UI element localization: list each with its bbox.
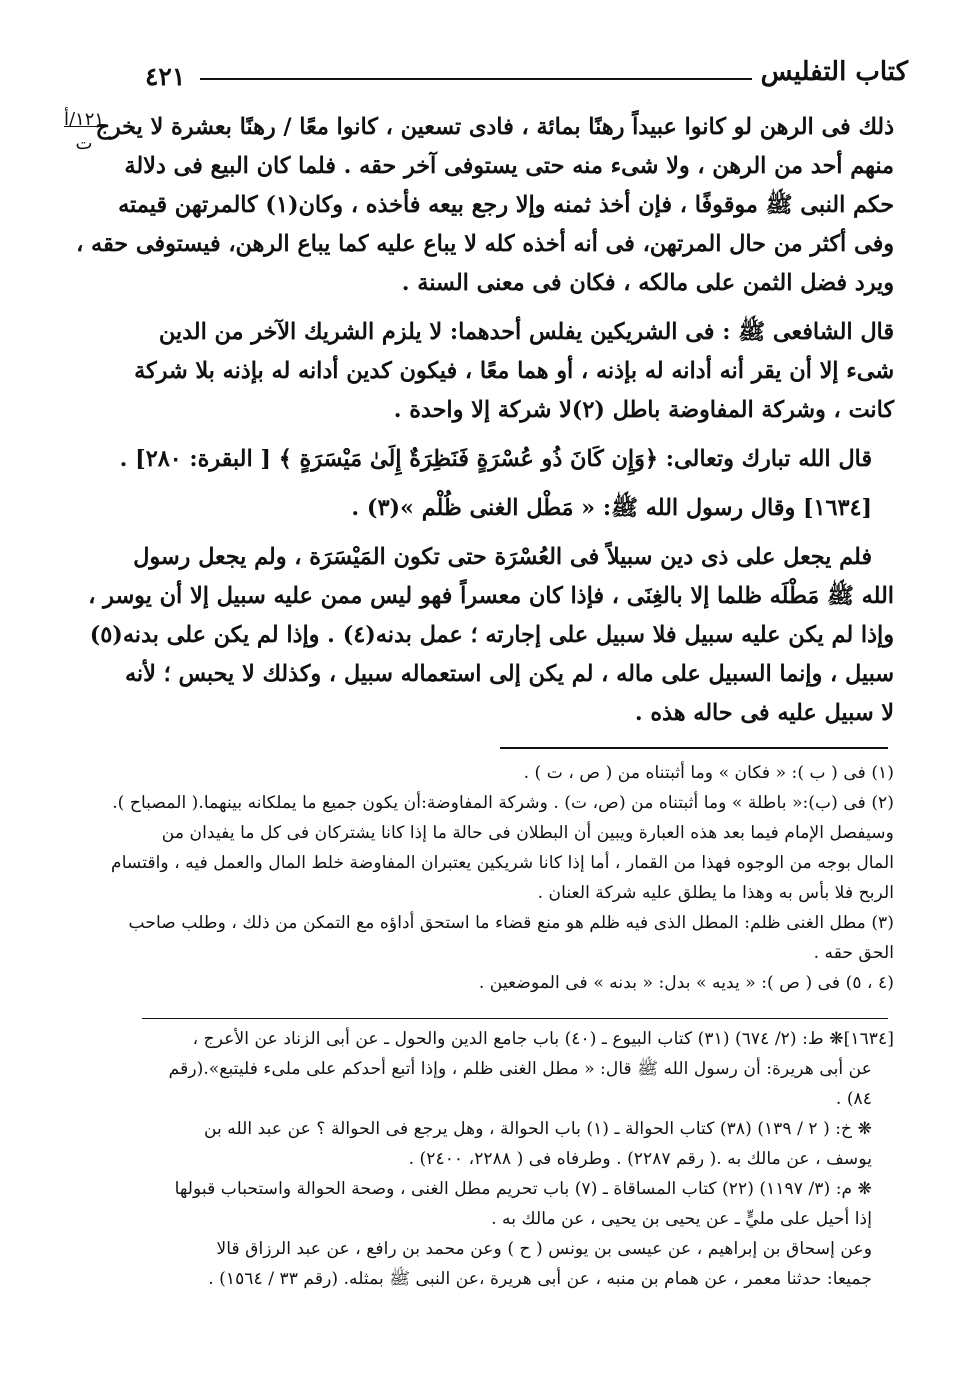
text-line <box>142 313 894 352</box>
text-fragment: : فى الشريكين يفلس أحدهما: لا يلزم الشريك الآخر من الدين <box>158 319 739 345</box>
takhrij-line: ❋ خ: ( ٢ / ١٣٩) (٣٨) كتاب الحوالة ـ (١) باب الحوالة ، وهل يرجع فى الحوالة ؟ عن عبد الله بن <box>203 1119 872 1139</box>
folio-number: ١٢١/أ <box>63 109 105 130</box>
takhrij-line: وعن إسحاق بن إبراهيم ، عن عيسى بن يونس ( ح ) وعن محمد بن رافع ، عن عبد الرزاق قالا <box>216 1239 872 1259</box>
text-line: سبيل ، وإنما السبيل على ماله ، لم يكن إلى استعماله سبيل ، وكذلك لا يحبس ؛ لأنه <box>124 661 894 687</box>
running-title: كتاب التفليس <box>760 57 908 87</box>
text-line: وإذا لم يكن عليه سبيل فلا سبيل على إجارته ؛ عمل بدنه(٤) . وإذا لم يكن على بدنه(٥) <box>89 622 894 648</box>
manuscript-siglum: ت <box>75 133 93 154</box>
footnote-2-cont: الربح فلا بأس به وهذا ما يطلق عليه شركة العنان . <box>537 883 894 903</box>
takhrij-line: [١٦٣٤]❋ ط: (٢/ ٦٧٤) (٣١) كتاب البيوع ـ (٤٠) باب جامع الدين والحول ـ عن أبى الزناد عن الأعرج ، <box>192 1029 894 1049</box>
text-line: كانت ، وشركة المفاوضة باطل (٢)لا شركة إلا واحدة . <box>393 397 894 423</box>
footnote-1: (١) فى ( ب ): « فكان » وما أثبتناه من ( ص ، ت ) . <box>523 763 894 783</box>
takhrij-line: عن أبى هريرة: أن رسول الله ﷺ قال: « مطل الغنى ظلم ، وإذا أتبع أحدكم على ملىء فليتبع».(رقم <box>168 1059 872 1079</box>
text-line: وفى أكثر من حال المرتهن، فى أنه أخذه كله لا يباع عليه كما يباع الرهن، فيستوفى حقه ، <box>76 231 894 257</box>
hadith-1634 <box>142 489 894 528</box>
text-line: حكم النبى ﷺ موقوفًا ، فإن أخذ ثمنه وإلا رجع بيعه فأخذه ، وكان(١) كالمرتهن قيمته <box>118 192 894 218</box>
footnote-2-cont: وسيفصل الإمام فيما بعد هذه العبارة ويبين أن البطلان فى حالة ما إذا كانا يشتركان فى كل ما يفيدان من <box>161 823 894 843</box>
text-line: ويرد فضل الثمن على مالكه ، فكان فى معنى السنة . <box>401 270 894 296</box>
page-number: ٤٢١ <box>145 62 186 91</box>
footnotes <box>111 758 894 998</box>
footnote-2-cont: المال بوجه من الوجوه فهذا من القمار ، أما إذا كانا شريكين يعتبران المفاوضة خلط المال والعمل فيه ، واقتسام <box>111 853 894 873</box>
footnote-rule <box>500 747 888 749</box>
takhrij-section <box>142 1024 894 1294</box>
text-line: لا سبيل عليه فى حاله هذه . <box>634 700 894 726</box>
text-line: فلم يجعل على ذى دين سبيلاً فى العُسْرَة حتى تكون المَيْسَرَة ، ولم يجعل رسول <box>133 544 872 570</box>
takhrij-line: ٨٤) . <box>835 1089 872 1109</box>
takhrij-line: إذا أحيل على مليٍّ ـ عن يحيى بن يحيى ، عن مالك به . <box>491 1209 872 1229</box>
footnote-3: (٣) مطل الغنى ظلم: المطل الذى فيه ظلم هو منع قضاء ما استحق أداؤه مع التمكن من ذلك ، وطلب صاحب <box>128 913 894 933</box>
paragraph-2 <box>134 313 894 430</box>
takhrij-rule <box>142 1018 888 1019</box>
shafii-heading: قال الشافعى ﷺ <box>738 319 894 345</box>
text-line: شىء إلا أن يقر أنه أدانه له بإذنه ، أو هما معًا ، فيكون كدين أدانه له بإذنه بلا شركة <box>134 358 894 384</box>
footnote-3-cont: الحق حقه . <box>813 943 894 963</box>
hadith-line: [١٦٣٤] وقال رسول الله ﷺ: « مَطْل الغنى ظُلْم »(٣) . <box>351 495 872 521</box>
footnote-4-5: (٤ ، ٥) فى ( ص ): « يديه » بدل: « بدنه » فى الموضعين . <box>478 973 894 993</box>
text-line: منهم أحد من الرهن ، ولا شىء منه حتى يستوفى آخر حقه . فلما كان البيع فى دلالة <box>124 153 894 179</box>
footnote-2: (٢) فى (ب):« باطلة » وما أثبتناه من (ص، ت) . وشركة المفاوضة:أن يكون جميع ما يملكانه بينهما.( المصباح ). <box>112 793 894 813</box>
text-line: الله ﷺ مَطْلَه ظلما إلا بالغِنَى ، فإذا كان معسراً فهو ليس ممن عليه سبيل إلا أن يوسر ، <box>88 583 894 609</box>
takhrij-line: يوسف ، عن مالك به .( رقم ٢٢٨٧) . وطرفاه فى ( ٢٢٨٨، ٢٤٠٠) . <box>408 1149 872 1169</box>
paragraph-3 <box>88 538 894 733</box>
header-rule <box>200 78 752 80</box>
takhrij-line: ❋ م: (٣/ ١١٩٧) (٢٢) كتاب المساقاة ـ (٧) باب تحريم مطل الغنى ، وصحة الحوالة واستحباب قبولها <box>174 1179 872 1199</box>
quran-quotation <box>119 440 894 479</box>
text-line: ذلك فى الرهن لو كانوا عبيداً رهنًا بمائة ، فادى تسعين ، كانوا معًا / رهنًا بعشرة لا يخرج <box>95 114 894 140</box>
quran-verse-line: قال الله تبارك وتعالى: ﴿وَإِن كَانَ ذُو عُسْرَةٍ فَنَظِرَةٌ إِلَىٰ مَيْسَرَةٍ ﴾ [ البقرة: ٢٨٠] . <box>119 446 872 472</box>
takhrij-line: جميعا: حدثنا معمر ، عن همام بن منبه ، عن أبى هريرة ،عن النبى ﷺ بمثله. (رقم ٣٣ / ١٥٦٤) . <box>208 1269 872 1289</box>
